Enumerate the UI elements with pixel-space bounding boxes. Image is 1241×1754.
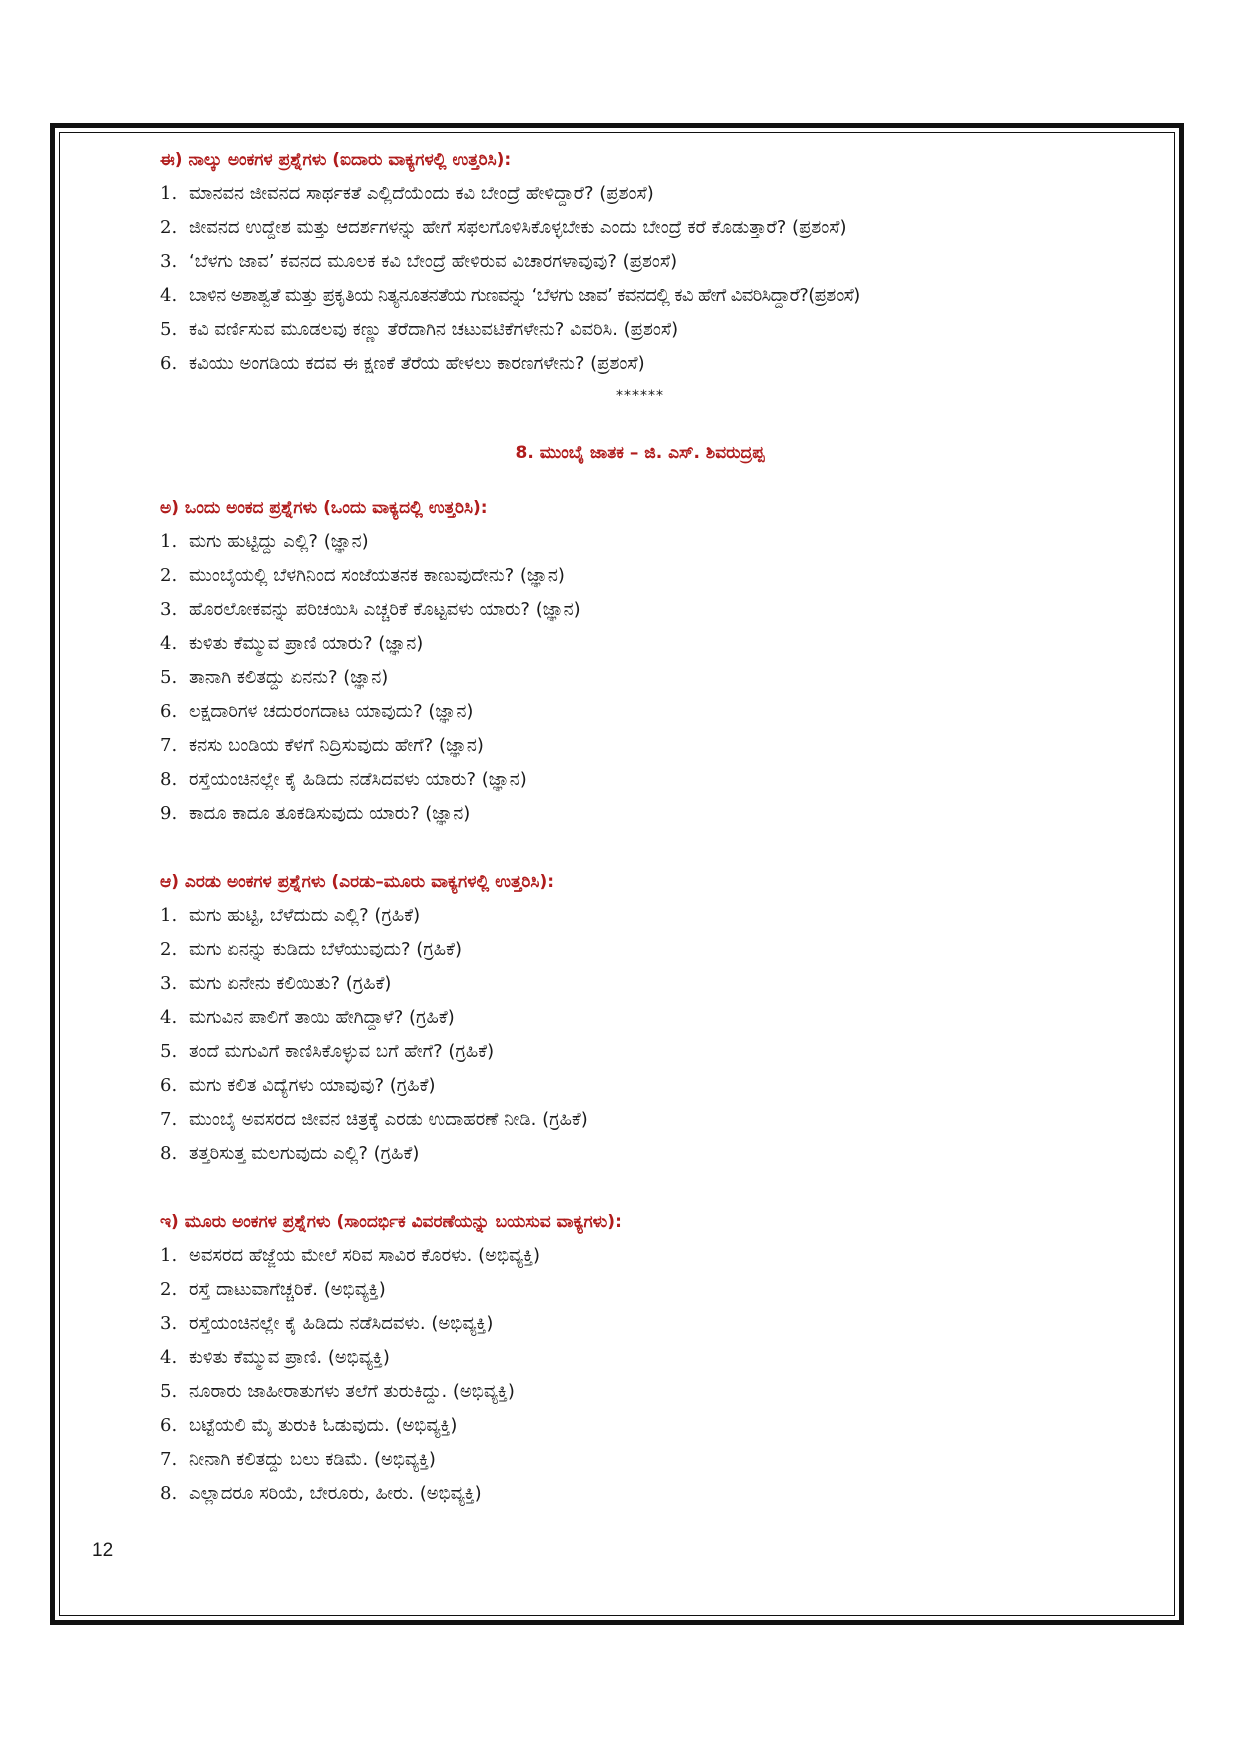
list-item: 1. ಮಾನವನ ಜೀವನದ ಸಾರ್ಥಕತೆ ಎಲ್ಲಿದೆಯೆಂದು ಕವಿ ಬೇಂದ್ರೆ ಹೇಳಿದ್ದಾರೆ? (ಪ್ರಶಂಸೆ) [160,183,654,204]
list-item: 7. ಕನಸು ಬಂಡಿಯ ಕೆಳಗೆ ನಿದ್ರಿಸುವುದು ಹೇಗೆ? (ಜ್ಞಾನ) [160,735,484,756]
list-item: 7. ನೀನಾಗಿ ಕಲಿತದ್ದು ಬಲು ಕಡಿಮೆ. (ಅಭಿವ್ಯಕ್ತಿ) [160,1449,436,1470]
list-item: 8. ತತ್ತರಿಸುತ್ತ ಮಲಗುವುದು ಎಲ್ಲಿ? (ಗ್ರಹಿಕೆ) [160,1143,420,1164]
list-item: 3. ‘ಬೆಳಗು ಜಾವ’ ಕವನದ ಮೂಲಕ ಕವಿ ಬೇಂದ್ರೆ ಹೇಳಿರುವ ವಿಚಾರಗಳಾವುವು? (ಪ್ರಶಂಸೆ) [160,251,678,272]
list-item: 2. ಜೀವನದ ಉದ್ದೇಶ ಮತ್ತು ಆದರ್ಶಗಳನ್ನು ಹೇಗೆ ಸಫಲಗೊಳಿಸಿಕೊಳ್ಳಬೇಕು ಎಂದು ಬೇಂದ್ರೆ ಕರೆ ಕೊಡುತ್ತಾರೆ? (ಪ್ರಶಂಸೆ) [160,217,847,238]
section-i-heading: ಇ) ಮೂರು ಅಂಕಗಳ ಪ್ರಶ್ನೆಗಳು (ಸಾಂದರ್ಭಿಕ ವಿವರಣೆಯನ್ನು ಬಯಸುವ ವಾಕ್ಯಗಳು): [160,1212,622,1232]
list-item: 2. ಮಗು ಏನನ್ನು ಕುಡಿದು ಬೆಳೆಯುವುದು? (ಗ್ರಹಿಕೆ) [160,939,462,960]
list-item: 3. ಹೊರಲೋಕವನ್ನು ಪರಿಚಯಿಸಿ ಎಚ್ಚರಿಕೆ ಕೊಟ್ಟವಳು ಯಾರು? (ಜ್ಞಾನ) [160,599,581,620]
list-item: 4. ಮಗುವಿನ ಪಾಲಿಗೆ ತಾಯಿ ಹೇಗಿದ್ದಾಳೆ? (ಗ್ರಹಿಕೆ) [160,1007,455,1028]
section-aa-heading: ಆ) ಎರಡು ಅಂಕಗಳ ಪ್ರಶ್ನೆಗಳು (ಎರಡು–ಮೂರು ವಾಕ್ಯಗಳಲ್ಲಿ ಉತ್ತರಿಸಿ): [160,872,555,892]
list-item: 3. ರಸ್ತೆಯಂಚಿನಲ್ಲೇ ಕೈ ಹಿಡಿದು ನಡೆಸಿದವಳು. (ಅಭಿವ್ಯಕ್ತಿ) [160,1313,494,1334]
list-item: 5. ಕವಿ ವರ್ಣಿಸುವ ಮೂಡಲವು ಕಣ್ಣು ತೆರೆದಾಗಿನ ಚಟುವಟಿಕೆಗಳೇನು? ವಿವರಿಸಿ. (ಪ್ರಶಂಸೆ) [160,319,679,340]
list-item: 3. ಮಗು ಏನೇನು ಕಲಿಯಿತು? (ಗ್ರಹಿಕೆ) [160,973,392,994]
list-item: 5. ತಾನಾಗಿ ಕಲಿತದ್ದು ಏನನು? (ಜ್ಞಾನ) [160,667,389,688]
list-item: 4. ಬಾಳಿನ ಅಶಾಶ್ವತೆ ಮತ್ತು ಪ್ರಕೃತಿಯ ನಿತ್ಯನೂತನತೆಯ ಗುಣವನ್ನು ‘ಬೆಳಗು ಜಾವ’ ಕವನದಲ್ಲಿ ಕವಿ ಹೇಗೆ ವಿವರಿಸಿದ್ದಾರೆ?(ಪ್ರಶಂಸೆ) [160,285,860,306]
page-number: 12 [92,1540,114,1561]
list-item: 4. ಕುಳಿತು ಕೆಮ್ಮುವ ಪ್ರಾಣಿ. (ಅಭಿವ್ಯಕ್ತಿ) [160,1347,390,1368]
list-item: 7. ಮುಂಬೈ ಅವಸರದ ಜೀವನ ಚಿತ್ರಕ್ಕೆ ಎರಡು ಉದಾಹರಣೆ ನೀಡಿ. (ಗ್ರಹಿಕೆ) [160,1109,588,1130]
list-item: 8. ರಸ್ತೆಯಂಚಿನಲ್ಲೇ ಕೈ ಹಿಡಿದು ನಡೆಸಿದವಳು ಯಾರು? (ಜ್ಞಾನ) [160,769,527,790]
list-item: 6. ಕವಿಯು ಅಂಗಡಿಯ ಕದವ ಈ ಕ್ಷಣಕೆ ತೆರೆಯ ಹೇಳಲು ಕಾರಣಗಳೇನು? (ಪ್ರಶಂಸೆ) [160,353,645,374]
list-item: 2. ಮುಂಬೈಯಲ್ಲಿ ಬೆಳಗಿನಿಂದ ಸಂಜೆಯತನಕ ಕಾಣುವುದೇನು? (ಜ್ಞಾನ) [160,565,565,586]
list-item: 4. ಕುಳಿತು ಕೆಮ್ಮುವ ಪ್ರಾಣಿ ಯಾರು? (ಜ್ಞಾನ) [160,633,424,654]
list-item: 1. ಮಗು ಹುಟ್ಟಿ, ಬೆಳೆದುದು ಎಲ್ಲಿ? (ಗ್ರಹಿಕೆ) [160,905,421,926]
list-item: 6. ಬಟ್ಟೆಯಲಿ ಮೈ ತುರುಕಿ ಓಡುವುದು. (ಅಭಿವ್ಯಕ್ತಿ) [160,1415,458,1436]
list-item: 6. ಲಕ್ಷದಾರಿಗಳ ಚದುರಂಗದಾಟ ಯಾವುದು? (ಜ್ಞಾನ) [160,701,474,722]
section-e-heading: ಈ) ನಾಲ್ಕು ಅಂಕಗಳ ಪ್ರಶ್ನೆಗಳು (ಐದಾರು ವಾಕ್ಯಗಳಲ್ಲಿ ಉತ್ತರಿಸಿ): [160,150,512,170]
list-item: 1. ಅವಸರದ ಹೆಜ್ಜೆಯ ಮೇಲೆ ಸರಿವ ಸಾವಿರ ಕೊರಳು. (ಅಭಿವ್ಯಕ್ತಿ) [160,1245,541,1266]
section-separator: ****** [616,388,664,404]
list-item: 1. ಮಗು ಹುಟ್ಟಿದ್ದು ಎಲ್ಲಿ? (ಜ್ಞಾನ) [160,531,369,552]
page-content [160,143,1180,1511]
list-item: 6. ಮಗು ಕಲಿತ ವಿದ್ಯೆಗಳು ಯಾವುವು? (ಗ್ರಹಿಕೆ) [160,1075,436,1096]
list-item: 5. ನೂರಾರು ಜಾಹೀರಾತುಗಳು ತಲೆಗೆ ತುರುಕಿದ್ದು. (ಅಭಿವ್ಯಕ್ತಿ) [160,1381,515,1402]
list-item: 5. ತಂದೆ ಮಗುವಿಗೆ ಕಾಣಿಸಿಕೊಳ್ಳುವ ಬಗೆ ಹೇಗೆ? (ಗ್ರಹಿಕೆ) [160,1041,495,1062]
list-item: 2. ರಸ್ತೆ ದಾಟುವಾಗೆಚ್ಚರಿಕೆ. (ಅಭಿವ್ಯಕ್ತಿ) [160,1279,386,1300]
chapter-title: 8. ಮುಂಬೈ ಜಾತಕ – ಜಿ. ಎಸ್. ಶಿವರುದ್ರಪ್ಪ [515,443,765,463]
list-item: 9. ಕಾದೂ ಕಾದೂ ತೂಕಡಿಸುವುದು ಯಾರು? (ಜ್ಞಾನ) [160,803,471,824]
list-item: 8. ಎಲ್ಲಾದರೂ ಸರಿಯೆ, ಬೇರೂರು, ಹೀರು. (ಅಭಿವ್ಯಕ್ತಿ) [160,1483,482,1504]
section-a-heading: ಅ) ಒಂದು ಅಂಕದ ಪ್ರಶ್ನೆಗಳು (ಒಂದು ವಾಕ್ಯದಲ್ಲಿ ಉತ್ತರಿಸಿ): [160,498,488,518]
